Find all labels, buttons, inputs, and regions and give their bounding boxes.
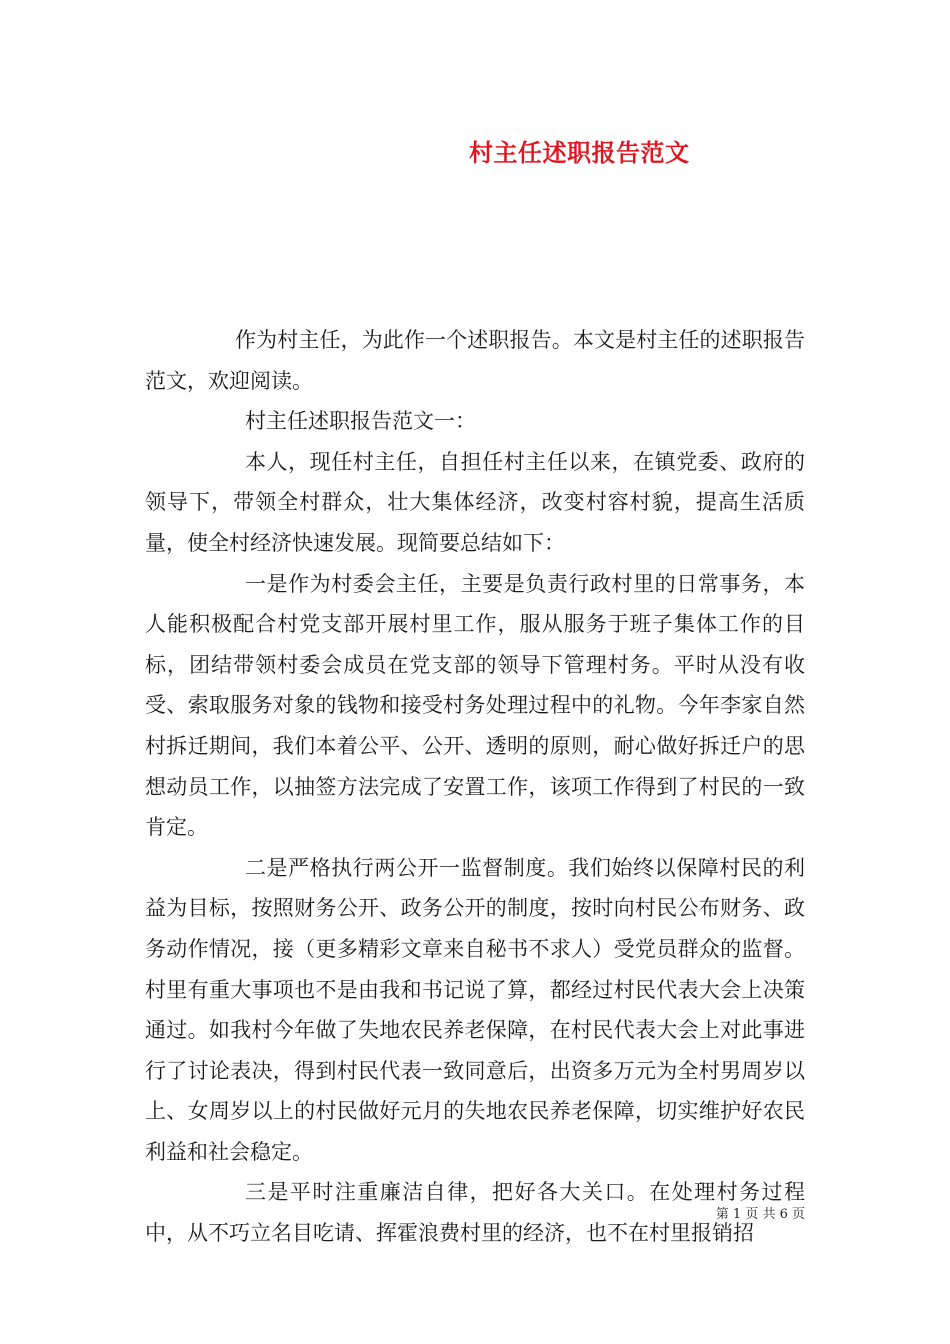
page-title: 村主任述职报告范文 bbox=[469, 138, 690, 167]
section-heading: 村主任述职报告范文一： bbox=[245, 409, 476, 434]
intro-paragraph: 作为村主任，为此作一个述职报告。本文是村主任的述职报告范文，欢迎阅读。 bbox=[145, 328, 805, 393]
body-paragraph: 一是作为村委会主任，主要是负责行政村里的日常事务，本人能积极配合村党支部开展村里工作，服从服务于班子集体工作的目标，团结带领村委会成员在党支部的领导下管理村务。平时从没有收受、索取服务对象的钱物和接受村务处理过程中的礼物。今年李家自然村拆迁期间，我们本着公平、公开、透明的原则，耐心做好拆迁户的思想动员工作，以抽签方法完成了安置工作，该项工作得到了村民的一致肯定。 bbox=[145, 571, 805, 840]
page-number: 第 1 页 共 6 页 bbox=[715, 1207, 805, 1222]
body-paragraph: 三是平时注重廉洁自律，把好各大关口。在处理村务过程中，从不巧立名目吃请、挥霍浪费村里的经济，也不在村里报销招 bbox=[145, 1180, 805, 1246]
body-paragraph: 本人，现任村主任，自担任村主任以来，在镇党委、政府的领导下，带领全村群众，壮大集体经济，改变村容村貌，提高生活质量，使全村经济快速发展。现简要总结如下： bbox=[145, 449, 805, 555]
body-paragraph: 二是严格执行两公开一监督制度。我们始终以保障村民的利益为目标，按照财务公开、政务公开的制度，按时向村民公布财务、政务动作情况，接（更多精彩文章来自秘书不求人）受党员群众的监督。村里有重大事项也不是由我和书记说了算，都经过村民代表大会上决策通过。如我村今年做了失地农民养老保障，在村民代表大会上对此事进行了讨论表决，得到村民代表一致同意后，出资多万元为全村男周岁以上、女周岁以上的村民做好元月的失地农民养老保障，切实维护好农民利益和社会稳定。 bbox=[145, 855, 805, 1164]
document-body bbox=[145, 320, 805, 1254]
